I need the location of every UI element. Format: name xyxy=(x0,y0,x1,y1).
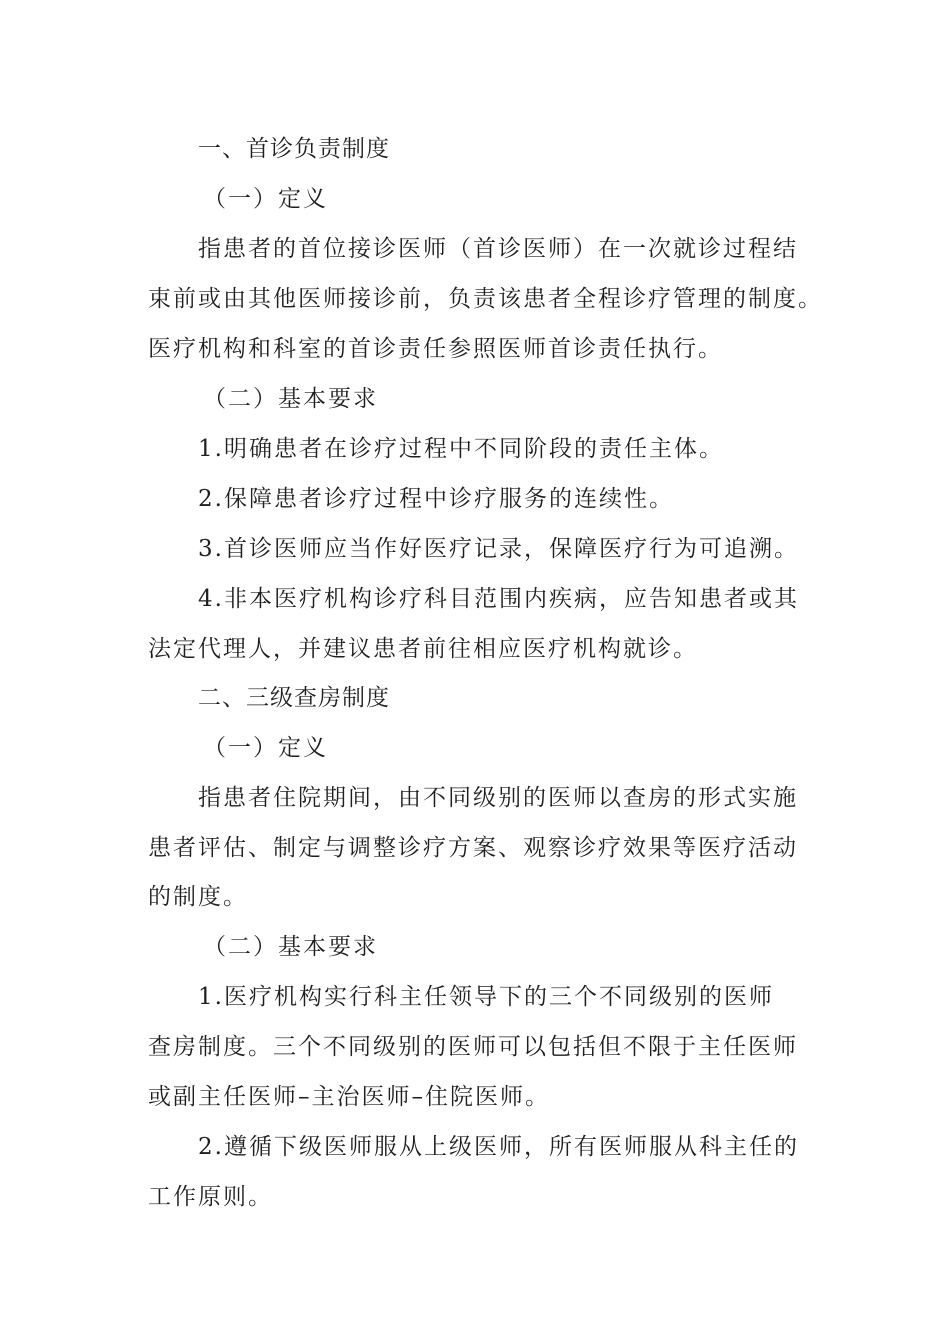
list-item: 2.遵循下级医师服从上级医师，所有医师服从科主任的 xyxy=(198,1134,799,1160)
list-item-continuation: 查房制度。三个不同级别的医师可以包括但不限于主任医师 xyxy=(148,1034,798,1060)
list-item-continuation: 法定代理人，并建议患者前往相应医疗机构就诊。 xyxy=(148,636,698,662)
subsection-title: （二）基本要求 xyxy=(203,934,378,960)
paragraph-line: 指患者的首位接诊医师（首诊医师）在一次就诊过程结 xyxy=(198,236,798,262)
subsection-title: （一）定义 xyxy=(203,186,328,212)
list-item: 2.保障患者诊疗过程中诊疗服务的连续性。 xyxy=(198,486,674,512)
list-item-continuation: 工作原则。 xyxy=(148,1184,273,1210)
subsection-title: （一）定义 xyxy=(203,735,328,761)
list-item: 1.明确患者在诊疗过程中不同阶段的责任主体。 xyxy=(198,436,724,462)
paragraph-line: 患者评估、制定与调整诊疗方案、观察诊疗效果等医疗活动 xyxy=(148,835,798,861)
list-item: 1.医疗机构实行科主任领导下的三个不同级别的医师 xyxy=(198,984,774,1010)
subsection-title: （二）基本要求 xyxy=(203,386,378,412)
list-item: 4.非本医疗机构诊疗科目范围内疾病，应告知患者或其 xyxy=(198,586,799,612)
section-heading: 一、首诊负责制度 xyxy=(198,136,390,162)
paragraph-line: 指患者住院期间，由不同级别的医师以查房的形式实施 xyxy=(198,785,798,811)
paragraph-line: 的制度。 xyxy=(148,884,248,910)
paragraph-line: 束前或由其他医师接诊前，负责该患者全程诊疗管理的制度。 xyxy=(148,286,823,312)
list-item-continuation: 或副主任医师–主治医师–住院医师。 xyxy=(148,1084,550,1110)
paragraph-line: 医疗机构和科室的首诊责任参照医师首诊责任执行。 xyxy=(148,336,723,362)
list-item: 3.首诊医师应当作好医疗记录，保障医疗行为可追溯。 xyxy=(198,536,799,562)
section-heading: 二、三级查房制度 xyxy=(198,685,390,711)
